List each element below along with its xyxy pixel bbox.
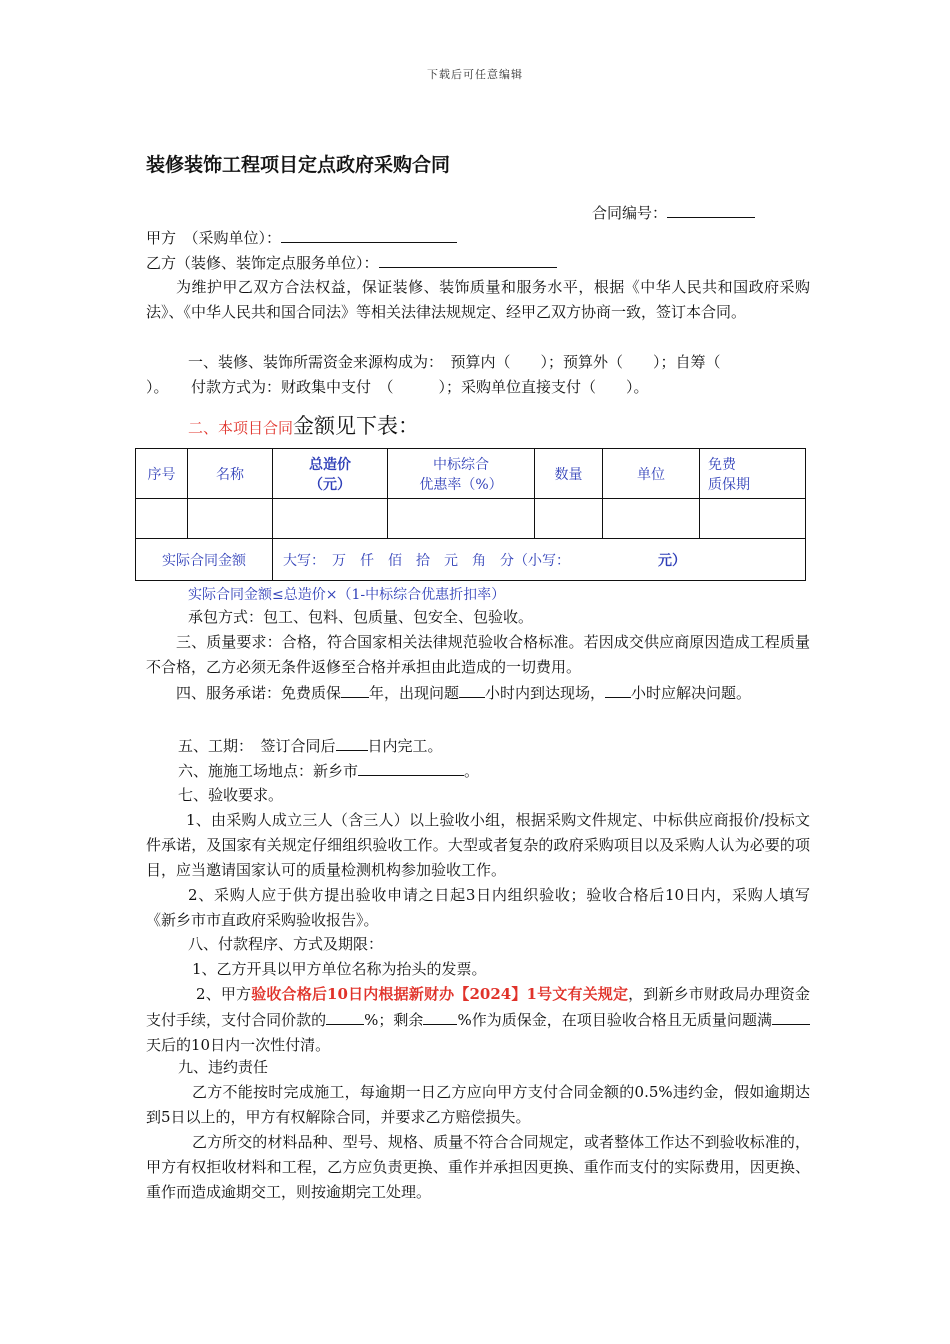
contract-amount-table: [135, 448, 806, 581]
clause-6: 六、施施工场地点：新乡市 。: [178, 758, 479, 784]
cell-quantity[interactable]: [535, 499, 603, 539]
clause-5: 五、工期： 签订合同后 日内完工。: [178, 733, 443, 759]
clause-1-line-2: ）。 付款方式为：财政集中支付 （ ）；采购单位直接支付（ ）。: [146, 378, 649, 396]
clause-9-2: 乙方所交的材料品种、型号、规格、质量不符合合同规定，或者整体工作达不到验收标准的，甲方有权拒收材料和工程，乙方应负责更换、重作并承担因更换、重作而支付的实际费用，因更换、重作而造成逾期交工，则按逾期完工处理。: [146, 1133, 810, 1201]
retention-days-blank[interactable]: [772, 1007, 810, 1025]
party-a-blank[interactable]: [281, 225, 457, 243]
resolve-hours-blank[interactable]: [605, 680, 631, 698]
retention-percent-blank[interactable]: [423, 1007, 457, 1025]
party-b-desc: （装修、装饰定点服务单位）：: [176, 254, 379, 272]
contract-number: [592, 200, 755, 226]
work-days-blank[interactable]: [336, 733, 368, 751]
header-discount-rate: 中标综合 优惠率（%）: [388, 449, 535, 499]
contract-number-blank[interactable]: [667, 200, 755, 218]
party-a-label: 甲方: [146, 229, 177, 247]
contract-mode: 承包方式：包工、包料、包质量、包安全、包验收。: [188, 608, 534, 626]
header-total-price: 总造价 （元）: [273, 449, 388, 499]
cell-name[interactable]: [188, 499, 273, 539]
clause-9: 九、违约责任: [178, 1058, 269, 1076]
contract-number-label: 合同编号：: [592, 204, 668, 222]
cell-total-price[interactable]: [273, 499, 388, 539]
clause-1-line-1: 一、装修、装饰所需资金来源构成为： 预算内（ ）；预算外（ ）；自筹（: [188, 353, 721, 371]
amount-formula: 实际合同金额≤总造价×（1-中标综合优惠折扣率）: [188, 587, 506, 603]
actual-amount-label: 实际合同金额: [136, 539, 273, 581]
party-a-line: [146, 225, 457, 251]
actual-amount-value[interactable]: 大写： 万 仟 佰 拾 元 角 分（小写： 元）: [273, 539, 806, 581]
header-warranty: 免费 质保期: [700, 449, 806, 499]
clause-3: 三、质量要求：合格，符合国家相关法律规范验收合格标准。若因成交供应商原因造成工程质量不合格，乙方必须无条件返修至合格并承担由此造成的一切费用。: [146, 633, 810, 676]
arrival-hours-blank[interactable]: [459, 680, 485, 698]
cell-unit[interactable]: [603, 499, 700, 539]
clause-2-suffix: 金额见下表：: [293, 414, 420, 438]
site-location-blank[interactable]: [358, 758, 464, 776]
clause-7-1: 1、由采购人成立三人（含三人）以上验收小组，根据采购文件规定、中标供应商报价/投标文件承诺，及国家有关规定仔细组织验收工作。大型或者复杂的政府采购项目以及采购人认为必要的项目，应当邀请国家认可的质量检测机构参加验收工作。: [146, 811, 810, 879]
actual-amount-row: [136, 539, 806, 581]
party-a-desc: （采购单位）：: [191, 229, 282, 247]
party-b-blank[interactable]: [379, 250, 557, 268]
clause-2-heading: [188, 410, 419, 440]
party-b-label: 乙方: [146, 254, 177, 272]
clause-8: 八、付款程序、方式及期限：: [188, 935, 384, 953]
table-row: [136, 499, 806, 539]
cell-warranty[interactable]: [700, 499, 806, 539]
header-name: 名称: [188, 449, 273, 499]
header-quantity: 数量: [535, 449, 603, 499]
clause-7: 七、验收要求。: [178, 786, 284, 804]
payment-percent-blank[interactable]: [326, 1007, 364, 1025]
party-b-line: [146, 250, 557, 276]
clause-9-1: 乙方不能按时完成施工，每逾期一日乙方应向甲方支付合同金额的0.5%违约金，假如逾期达到5日以上的，甲方有权解除合同，并要求乙方赔偿损失。: [146, 1083, 810, 1126]
table-header-row: [136, 449, 806, 499]
intro-paragraph: 为维护甲乙双方合法权益，保证装修、装饰质量和服务水平，根据《中华人民共和国政府采购法》、《中华人民共和国合同法》等相关法律法规规定、经甲乙双方协商一致，签订本合同。: [146, 278, 810, 321]
clause-7-2: 2、采购人应于供方提出验收申请之日起3日内组织验收；验收合格后10日内，采购人填写《新乡市市直政府采购验收报告》。: [146, 886, 810, 929]
clause-8-2: 2、甲方验收合格后10日内根据新财办【2024】1号文有关规定，到新乡市财政局办理资金支付手续，支付合同价款的 %；剩余 %作为质保金，在项目验收合格且无质量问题满天后的10日内一次性付清。: [146, 985, 810, 1054]
header-unit: 单位: [603, 449, 700, 499]
cell-no[interactable]: [136, 499, 188, 539]
page-header: 下载后可任意编辑: [427, 68, 523, 81]
warranty-years-blank[interactable]: [341, 680, 369, 698]
clause-4: 四、服务承诺：免费质保 年，出现问题 小时内到达现场， 小时应解决问题。: [146, 680, 810, 706]
clause-8-1: 1、乙方开具以甲方单位名称为抬头的发票。: [192, 960, 487, 978]
payment-rule-highlight: 验收合格后10日内根据新财办【2024】1号文有关规定: [251, 985, 629, 1003]
header-no: 序号: [136, 449, 188, 499]
document-title: 装修装饰工程项目定点政府采购合同: [146, 154, 451, 176]
cell-discount-rate[interactable]: [388, 499, 535, 539]
clause-2-prefix: 二、本项目合同: [188, 419, 294, 437]
